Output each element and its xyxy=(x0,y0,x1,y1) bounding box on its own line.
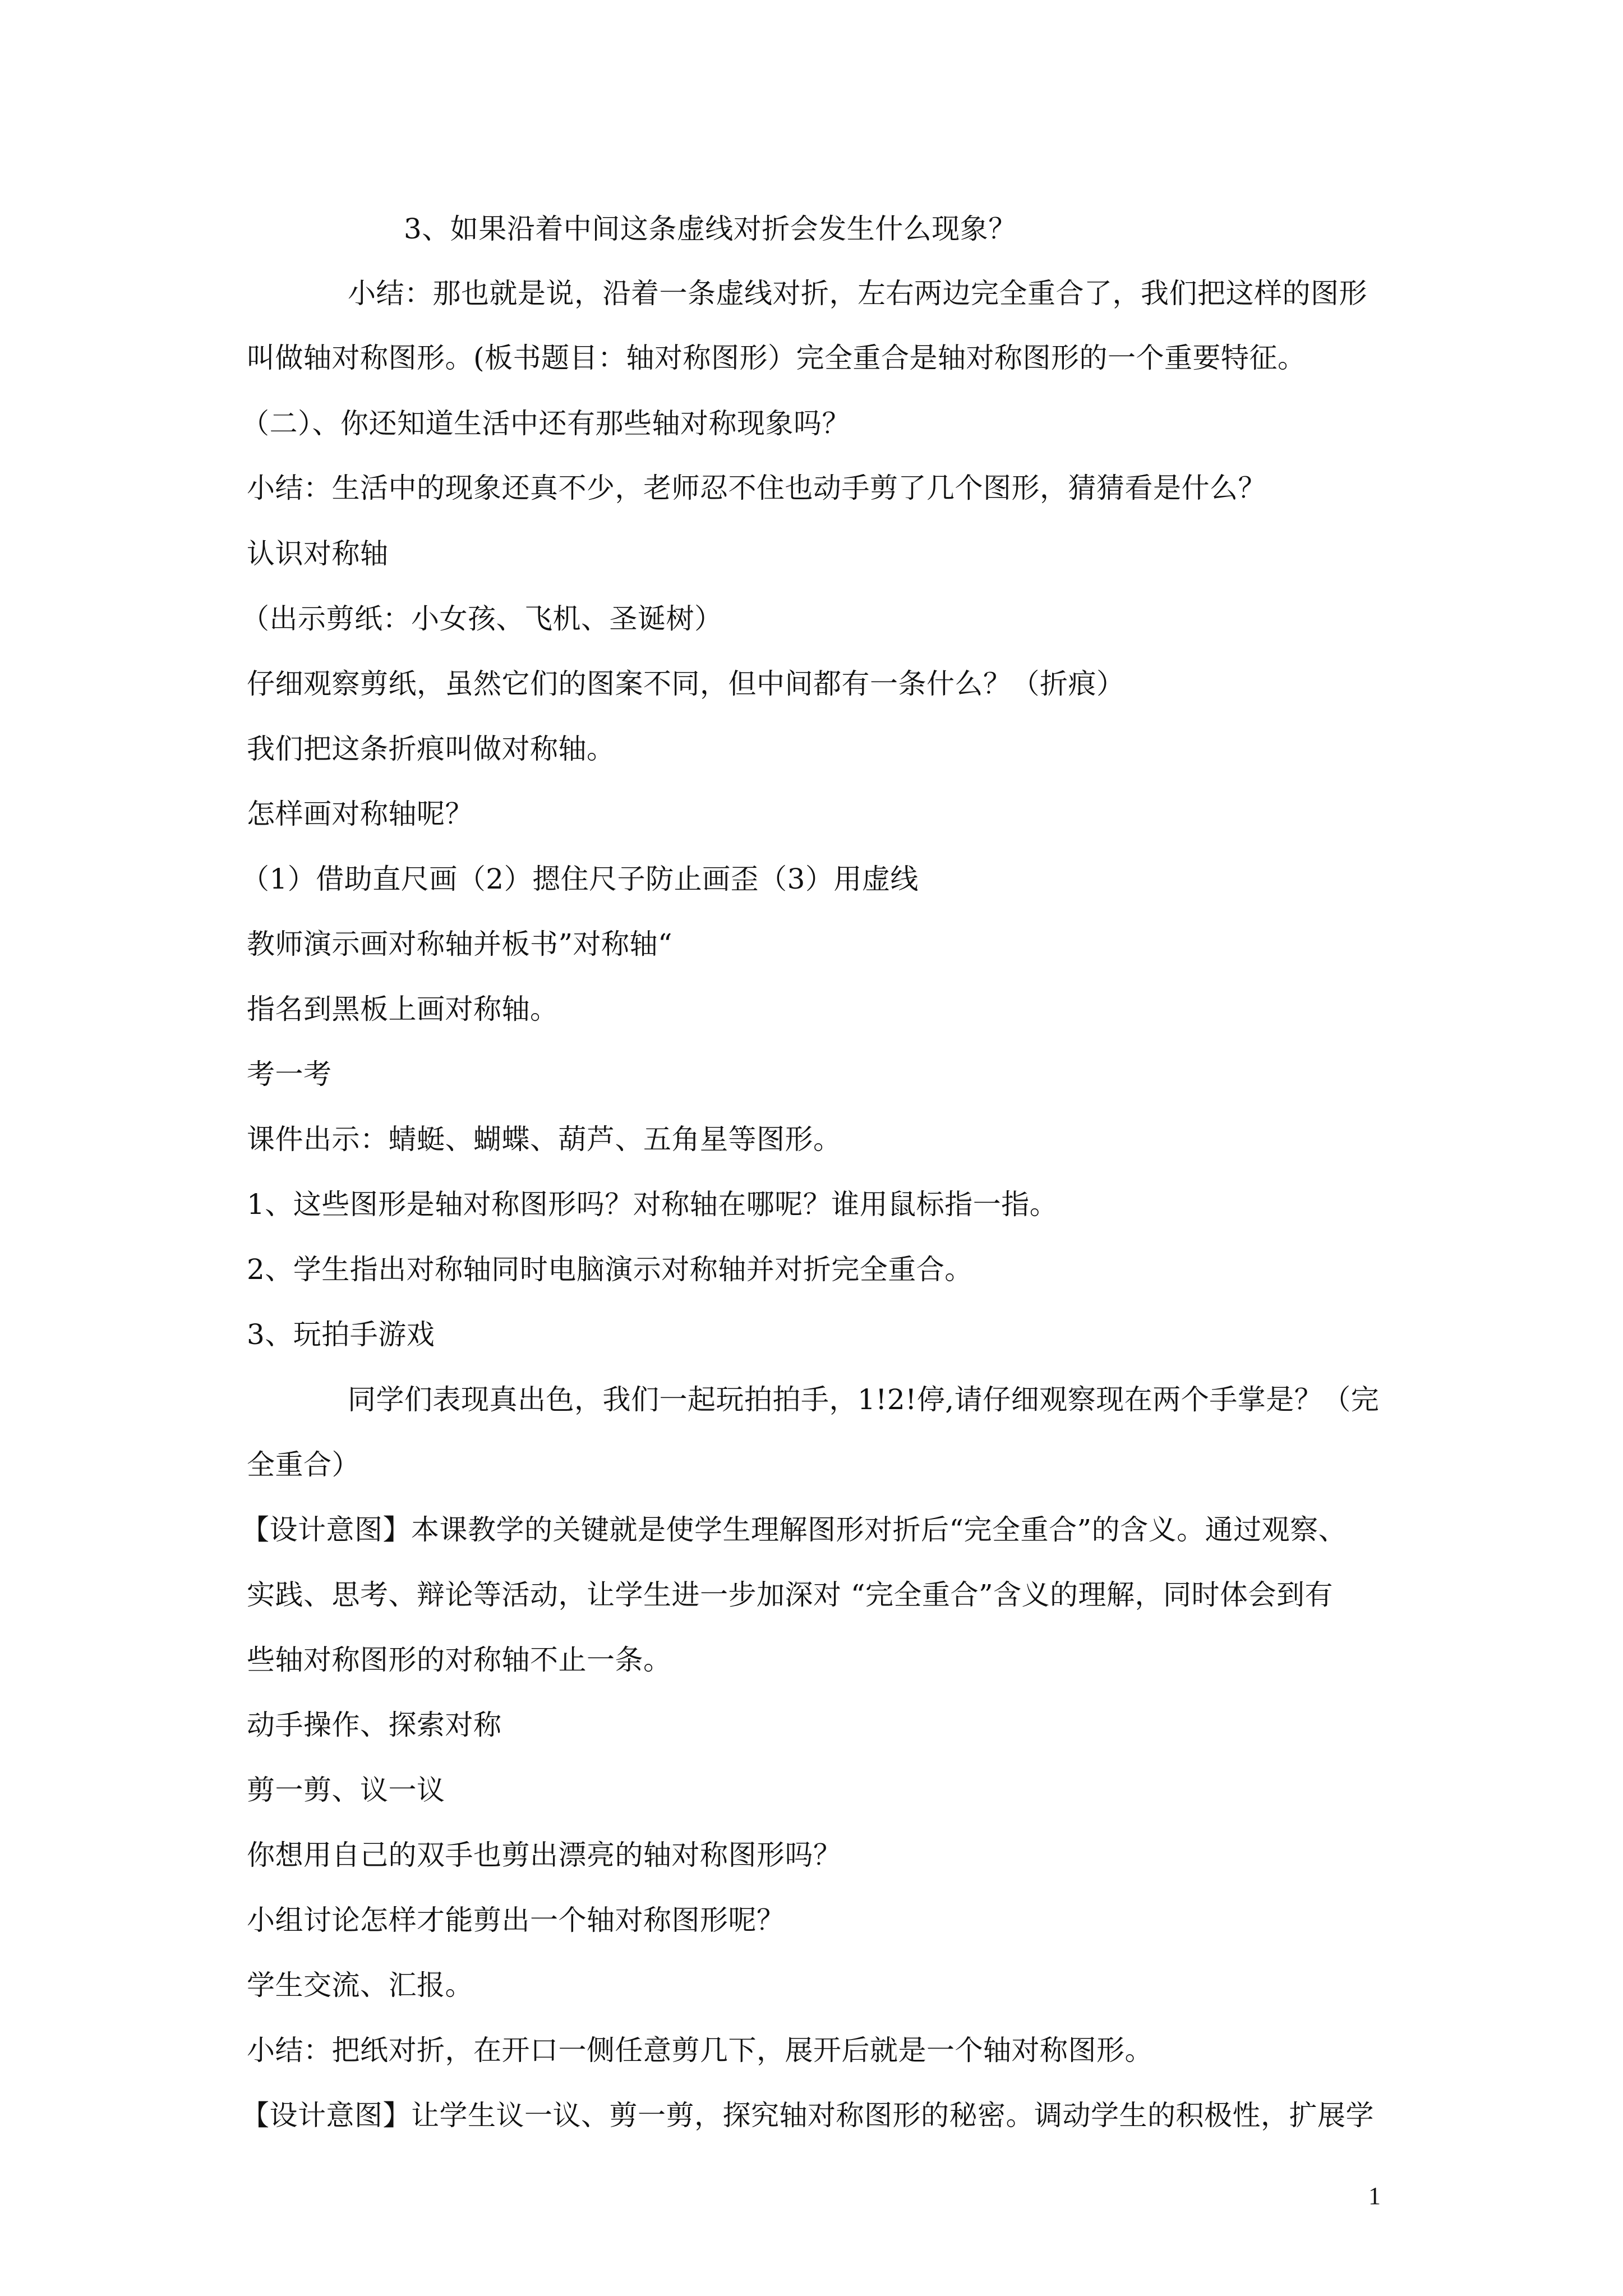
text-line: 小结：那也就是说，沿着一条虚线对折，左右两边完全重合了，我们把这样的图形 xyxy=(348,277,1367,310)
text-line: 1、这些图形是轴对称图形吗？对称轴在哪呢？谁用鼠标指一指。 xyxy=(247,1188,1058,1221)
text-line: 你想用自己的双手也剪出漂亮的轴对称图形吗？ xyxy=(247,1839,842,1871)
text-line: 教师演示画对称轴并板书”对称轴“ xyxy=(247,928,673,960)
text-line: 小结：把纸对折，在开口一侧任意剪几下，展开后就是一个轴对称图形。 xyxy=(247,2034,1153,2067)
text-line: 实践、思考、辩论等活动，让学生进一步加深对 “完全重合”含义的理解，同时体会到有 xyxy=(247,1579,1334,1611)
text-line: 同学们表现真出色，我们一起玩拍拍手，1!2!停,请仔细观察现在两个手掌是？（完 xyxy=(348,1383,1380,1416)
text-line: 仔细观察剪纸，虽然它们的图案不同，但中间都有一条什么？（折痕） xyxy=(247,668,1125,700)
design-intent-line: 【设计意图】本课教学的关键就是使学生理解图形对折后“完全重合”的含义。通过观察、 xyxy=(241,1513,1347,1546)
text-line: 我们把这条折痕叫做对称轴。 xyxy=(247,733,615,765)
page-number: 1 xyxy=(1368,2182,1381,2210)
text-line: 学生交流、汇报。 xyxy=(247,1969,473,2001)
design-intent-line: 【设计意图】让学生议一议、剪一剪，探究轴对称图形的秘密。调动学生的积极性，扩展学 xyxy=(241,2099,1374,2132)
text-line: 些轴对称图形的对称轴不止一条。 xyxy=(247,1644,672,1676)
text-line: 小结：生活中的现象还真不少，老师忍不住也动手剪了几个图形，猜猜看是什么？ xyxy=(247,472,1266,504)
text-line: （1）借助直尺画（2）摁住尺子防止画歪（3）用虚线 xyxy=(241,863,919,895)
section-heading: 剪一剪、议一议 xyxy=(247,1774,445,1806)
section-heading: 考一考 xyxy=(247,1058,332,1091)
text-line: （出示剪纸：小女孩、飞机、圣诞树） xyxy=(241,602,723,635)
section-heading: 认识对称轴 xyxy=(247,537,389,570)
text-line: 小组讨论怎样才能剪出一个轴对称图形呢？ xyxy=(247,1904,785,1936)
section-heading: 动手操作、探索对称 xyxy=(247,1709,502,1741)
section-heading: （二）、你还知道生活中还有那些轴对称现象吗？ xyxy=(241,407,850,440)
text-line: 全重合） xyxy=(247,1448,360,1481)
text-line: 怎样画对称轴呢？ xyxy=(247,798,473,830)
text-line: 2、学生指出对称轴同时电脑演示对称轴并对折完全重合。 xyxy=(247,1253,973,1286)
text-line: 课件出示：蜻蜓、蝴蝶、葫芦、五角星等图形。 xyxy=(247,1123,842,1156)
text-line: 叫做轴对称图形。(板书题目：轴对称图形）完全重合是轴对称图形的一个重要特征。 xyxy=(247,342,1306,374)
text-line: 指名到黑板上画对称轴。 xyxy=(247,993,559,1025)
text-line: 3、玩拍手游戏 xyxy=(247,1318,435,1351)
text-line: 3、如果沿着中间这条虚线对折会发生什么现象？ xyxy=(404,213,1017,245)
